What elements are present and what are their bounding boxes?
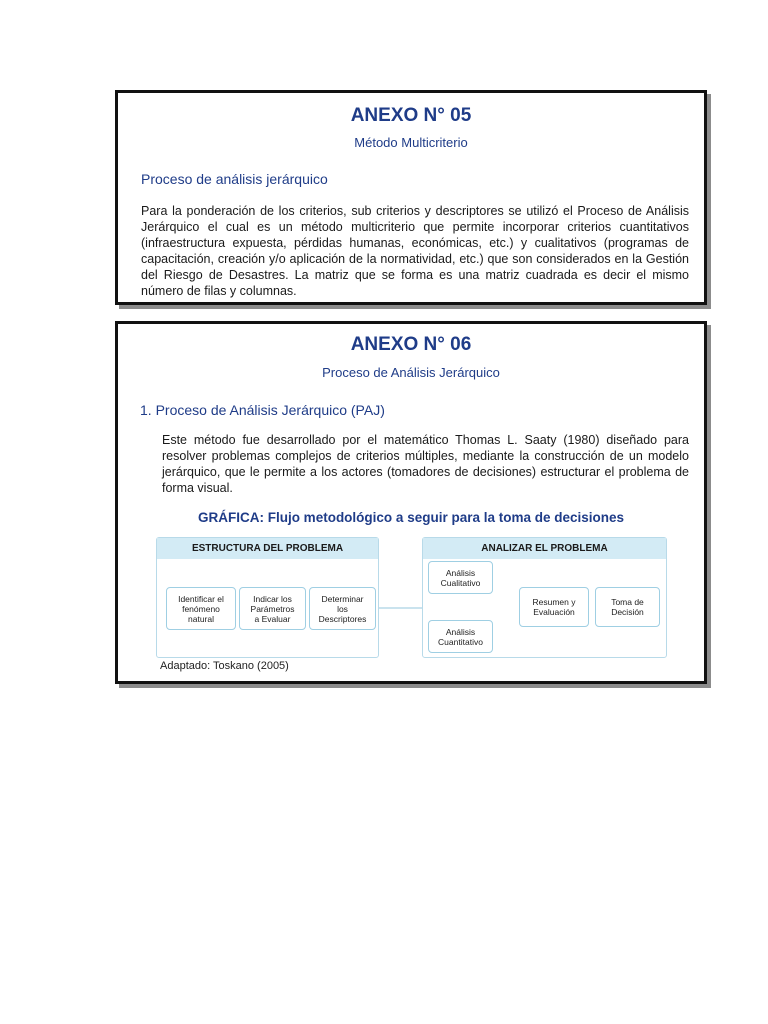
node-quantitative-analysis xyxy=(428,620,493,653)
annex-06-paragraph: Este método fue desarrollado por el matemático Thomas L. Saaty (1980) diseñado para resolver problemas complejos de criterios múltiples, mediante la construcción de un modelo jerárquico, que le permite a los actores (tomadores de decisiones) estructurar el problema de forma visual. xyxy=(162,433,689,495)
annex-05-box xyxy=(115,90,707,305)
node-descriptors-label: Determinar los Descriptores xyxy=(318,593,367,624)
structure-panel-title: ESTRUCTURA DEL PROBLEMA xyxy=(157,538,378,559)
annex-05-paragraph: Para la ponderación de los criterios, sub criterios y descriptores se utilizó el Proceso de Análisis Jerárquico el cual es un método multicriterio que permite incorporar criterios cuantitativos (infraestructura expuesta, pérdidas humanas, económicas, etc.) y cualitativos (programas de capacitación, creación y/o aplicación de la normatividad, etc.) que son considerados en la Gestión del Riesgo de Desastres. La matriz que se forma es una matriz cuadrada es decir el mismo número de filas y columnas. xyxy=(141,204,689,298)
annex-06-title: ANEXO N° 06 xyxy=(350,334,472,355)
node-decision-making xyxy=(595,587,660,627)
figure-title: GRÁFICA: Flujo metodológico a seguir para la toma de decisiones xyxy=(197,510,625,525)
annex-05-subtitle: Método Multicriterio xyxy=(354,135,468,150)
annex-05-heading: Proceso de análisis jerárquico xyxy=(141,171,328,187)
node-quantitative-label: Análisis Cuantitativo xyxy=(438,626,483,647)
annex-06-box xyxy=(115,321,707,684)
node-qualitative-label: Análisis Cualitativo xyxy=(440,567,481,588)
figure-caption: Adaptado: Toskano (2005) xyxy=(160,660,289,672)
node-summary-evaluation xyxy=(519,587,589,627)
node-indicate-parameters xyxy=(239,587,306,630)
annex-06-heading: 1. Proceso de Análisis Jerárquico (PAJ) xyxy=(140,402,385,418)
node-determine-descriptors xyxy=(309,587,376,630)
analyze-panel-title: ANALIZAR EL PROBLEMA xyxy=(423,538,666,559)
annex-05-title: ANEXO N° 05 xyxy=(350,105,472,126)
node-summary-label: Resumen y Evaluación xyxy=(532,597,576,617)
node-decision-label: Toma de Decisión xyxy=(611,597,644,617)
node-identify-phenomenon xyxy=(166,587,236,630)
node-qualitative-analysis xyxy=(428,561,493,594)
node-identify-label: Identificar el fenómeno natural xyxy=(178,593,224,624)
node-parameters-label: Indicar los Parámetros a Evaluar xyxy=(250,593,295,624)
annex-06-subtitle: Proceso de Análisis Jerárquico xyxy=(322,365,500,380)
